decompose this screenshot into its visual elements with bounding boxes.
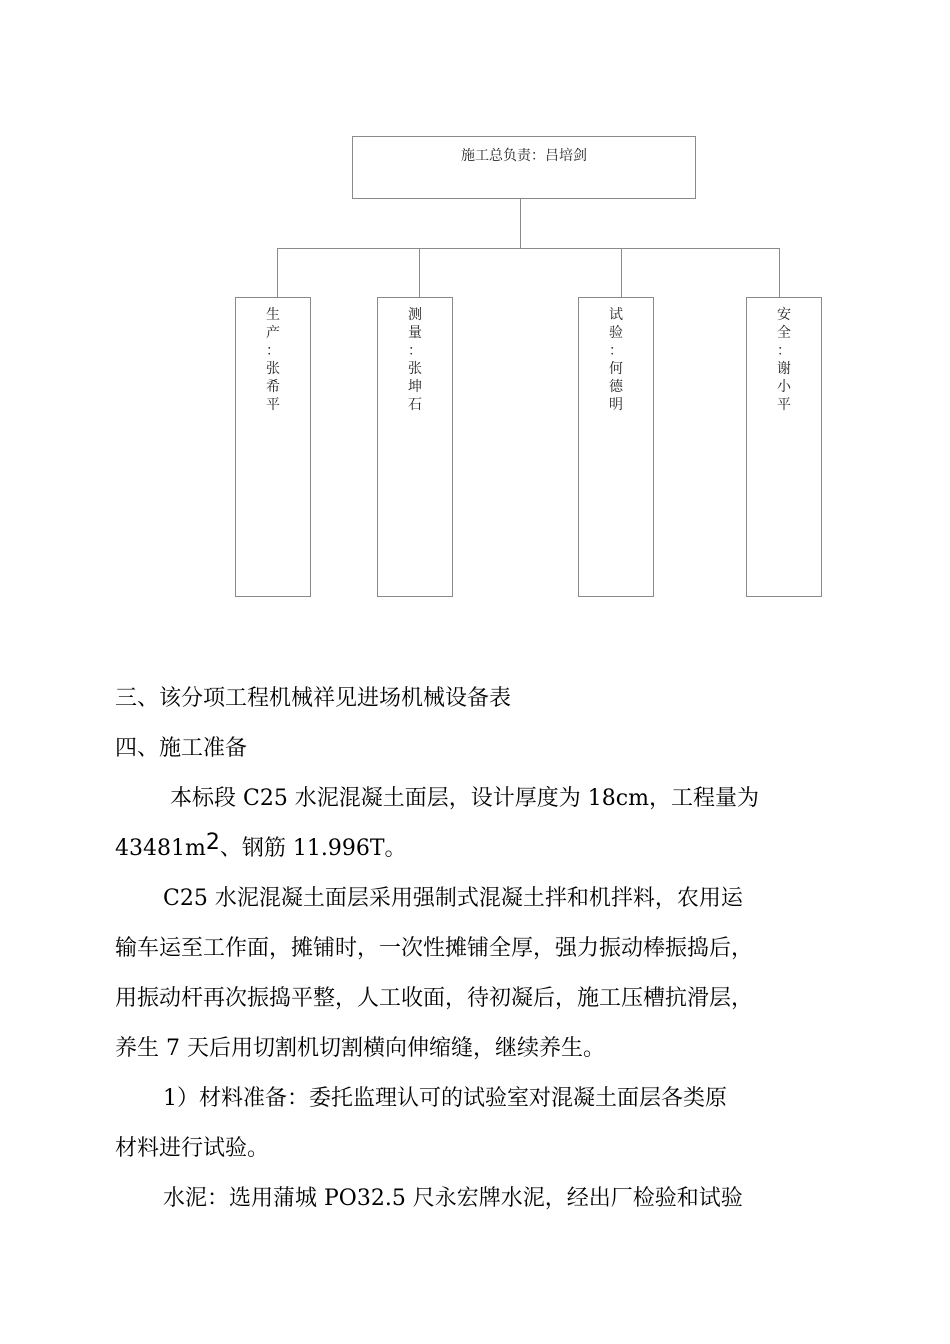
org-chart (0, 0, 950, 620)
member-name: 张希平 (266, 361, 280, 413)
member-role: 安全 (777, 307, 791, 341)
member-role: 测量 (408, 307, 422, 341)
member-sep: ： (609, 343, 623, 359)
member-name: 张坤石 (408, 361, 422, 413)
org-member-label (378, 306, 452, 414)
org-member-label (579, 306, 653, 414)
org-member-box-survey (377, 297, 453, 597)
connector-drop-1 (277, 248, 278, 297)
org-head-label: 施工总负责：吕培剑 (461, 148, 587, 164)
paragraph-2-line-1: C25 水泥混凝土面层采用强制式混凝土拌和机拌料，农用运 (163, 886, 743, 911)
quantity-rebar: 、钢筋 11.996T。 (219, 836, 407, 861)
member-role: 生产 (266, 307, 280, 341)
superscript-two: 2 (205, 830, 220, 855)
connector-bar (277, 248, 780, 249)
section-heading-3: 三、该分项工程机械祥见进场机械设备表 (115, 686, 512, 711)
connector-drop-3 (621, 248, 622, 297)
member-sep: ： (777, 343, 791, 359)
member-sep: ： (408, 343, 422, 359)
section-heading-4: 四、施工准备 (115, 736, 248, 761)
member-role: 试验 (609, 307, 623, 341)
paragraph-3-line-2: 材料进行试验。 (115, 1136, 270, 1161)
paragraph-2-line-3: 用振动杆再次振捣平整，人工收面，待初凝后，施工压槽抗滑层， (115, 986, 754, 1011)
org-member-box-safety (746, 297, 822, 597)
org-member-box-production (235, 297, 311, 597)
paragraph-2-line-2: 输车运至工作面，摊铺时，一次性摊铺全厚，强力振动棒振捣后， (115, 936, 754, 961)
paragraph-1-line-2 (115, 824, 860, 874)
paragraph-1-line-1: 本标段 C25 水泥混凝土面层，设计厚度为 18cm，工程量为 (163, 786, 759, 811)
paragraph-3-line-1: 1）材料准备：委托监理认可的试验室对混凝土面层各类原 (163, 1086, 727, 1111)
paragraph-2-line-4: 养生 7 天后用切割机切割横向伸缩缝，继续养生。 (115, 1036, 605, 1061)
paragraph-4-line-1: 水泥：选用蒲城 PO32.5 尺永宏牌水泥，经出厂检验和试验 (163, 1186, 743, 1211)
member-sep: ： (266, 343, 280, 359)
connector-trunk (520, 199, 521, 248)
connector-drop-2 (419, 248, 420, 297)
org-member-label (747, 306, 821, 414)
org-head-box (352, 136, 696, 199)
org-member-box-testing (578, 297, 654, 597)
connector-drop-4 (779, 248, 780, 297)
quantity-area: 43481m (115, 836, 206, 861)
org-member-label (236, 306, 310, 414)
member-name: 谢小平 (777, 361, 791, 413)
member-name: 何德明 (609, 361, 623, 413)
